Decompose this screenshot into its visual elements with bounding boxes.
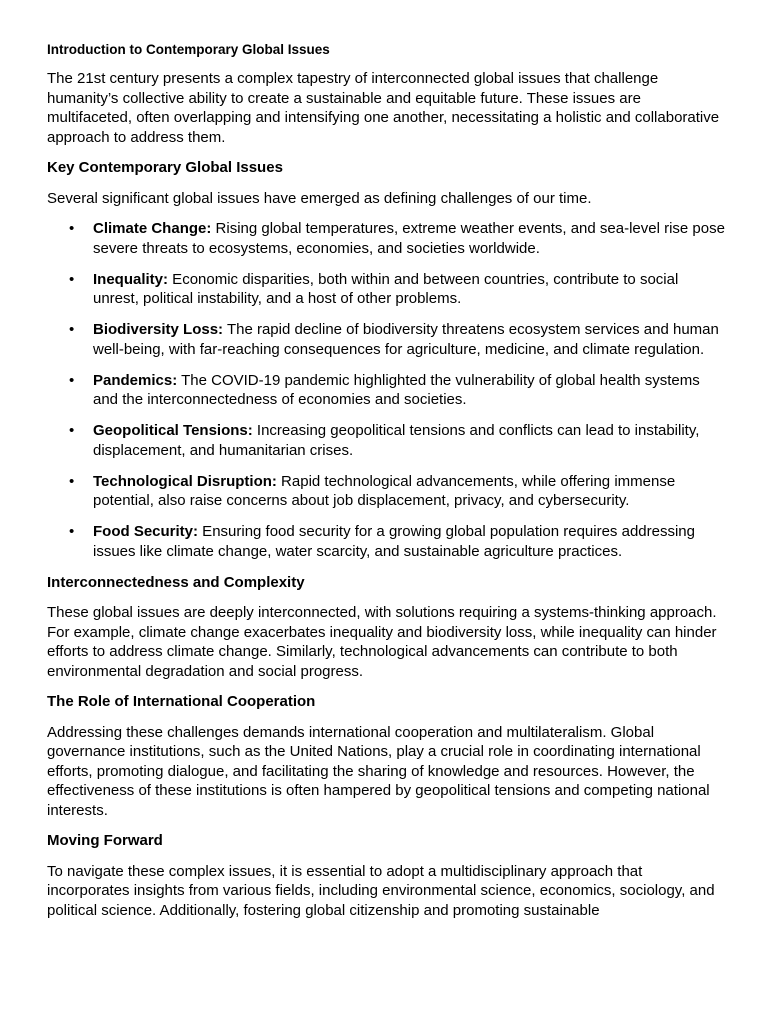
intro-paragraph: The 21st century presents a complex tapestry of interconnected global issues that challenge humanity’s collective ability to create a sustainable and equitable future. These issues are multifaceted, often overlapping and intensifying one another, necessitating a holistic and collaborative approach to address them. — [47, 70, 720, 146]
list-item-text: Rising global temperatures, extreme weather events, and sea-level rise pose severe threats to ecosystems, economies, and societies worldwide. — [93, 220, 725, 257]
list-item-term: Food Security: — [93, 523, 199, 540]
list-item — [47, 472, 727, 511]
cooperation-paragraph: Addressing these challenges demands international cooperation and multilateralism. Global governance institutions, such as the United Nations, play a crucial role in coordinating international efforts, promoting dialogue, and facilitating the sharing of knowledge and resources. However, the effectiveness of these institutions is often hampered by geopolitical tensions and competing national interests. — [47, 723, 710, 819]
list-item — [47, 371, 727, 410]
key-issues-list — [47, 219, 727, 561]
list-item — [47, 320, 727, 359]
list-item-term: Biodiversity Loss: — [93, 321, 224, 338]
bullet-icon: • — [69, 270, 75, 288]
list-item — [47, 522, 727, 561]
list-item-text: Economic disparities, both within and between countries, contribute to social unrest, political instability, and a host of other problems. — [93, 270, 679, 307]
list-item-term: Geopolitical Tensions: — [93, 422, 253, 439]
section-heading-key-issues: Key Contemporary Global Issues — [47, 159, 283, 176]
moving-forward-paragraph: To navigate these complex issues, it is essential to adopt a multidisciplinary approach that incorporates insights from various fields, including environmental science, economics, sociology, and political science. Additionally, fostering global citizenship and promoting sustainable — [47, 862, 715, 919]
list-item-text: Ensuring food security for a growing global population requires addressing issues like climate change, water scarcity, and sustainable agriculture practices. — [93, 523, 695, 560]
document-page — [47, 40, 727, 931]
list-item-text: The rapid decline of biodiversity threatens ecosystem services and human well-being, with far-reaching consequences for agriculture, medicine, and climate regulation. — [93, 321, 719, 358]
list-item — [47, 421, 727, 460]
bullet-icon: • — [69, 472, 75, 490]
bullet-icon: • — [69, 371, 75, 389]
list-item-text: The COVID-19 pandemic highlighted the vulnerability of global health systems and the interconnectedness of economies and societies. — [93, 371, 700, 408]
bullet-icon: • — [69, 321, 75, 338]
list-item-term: Technological Disruption: — [93, 472, 277, 490]
section-heading-moving-forward: Moving Forward — [47, 832, 163, 849]
list-item-term: Climate Change: — [93, 220, 212, 237]
bullet-icon: • — [69, 523, 75, 540]
list-item — [47, 219, 727, 258]
key-issues-lead: Several significant global issues have emerged as defining challenges of our time. — [47, 189, 592, 207]
list-item-text: Increasing geopolitical tensions and conflicts can lead to instability, displacement, and humanitarian crises. — [93, 422, 700, 459]
section-heading-interconnectedness: Interconnectedness and Complexity — [47, 573, 305, 591]
bullet-icon: • — [69, 422, 75, 439]
list-item-term: Pandemics: — [93, 371, 178, 389]
document-title: Introduction to Contemporary Global Issues — [47, 42, 330, 57]
list-item-term: Inequality: — [93, 270, 169, 288]
section-heading-cooperation: The Role of International Cooperation — [47, 693, 316, 710]
list-item-text: Rapid technological advancements, while offering immense potential, also raise concerns about job displacement, privacy, and cybersecurity. — [93, 472, 676, 509]
interconnectedness-paragraph: These global issues are deeply interconnected, with solutions requiring a systems-thinking approach. For example, climate change exacerbates inequality and biodiversity loss, while inequality can hinder efforts to address climate change. Similarly, technological advancements can contribute to both environmental degradation and social progress. — [47, 604, 717, 680]
bullet-icon: • — [69, 220, 75, 237]
list-item — [47, 270, 727, 309]
